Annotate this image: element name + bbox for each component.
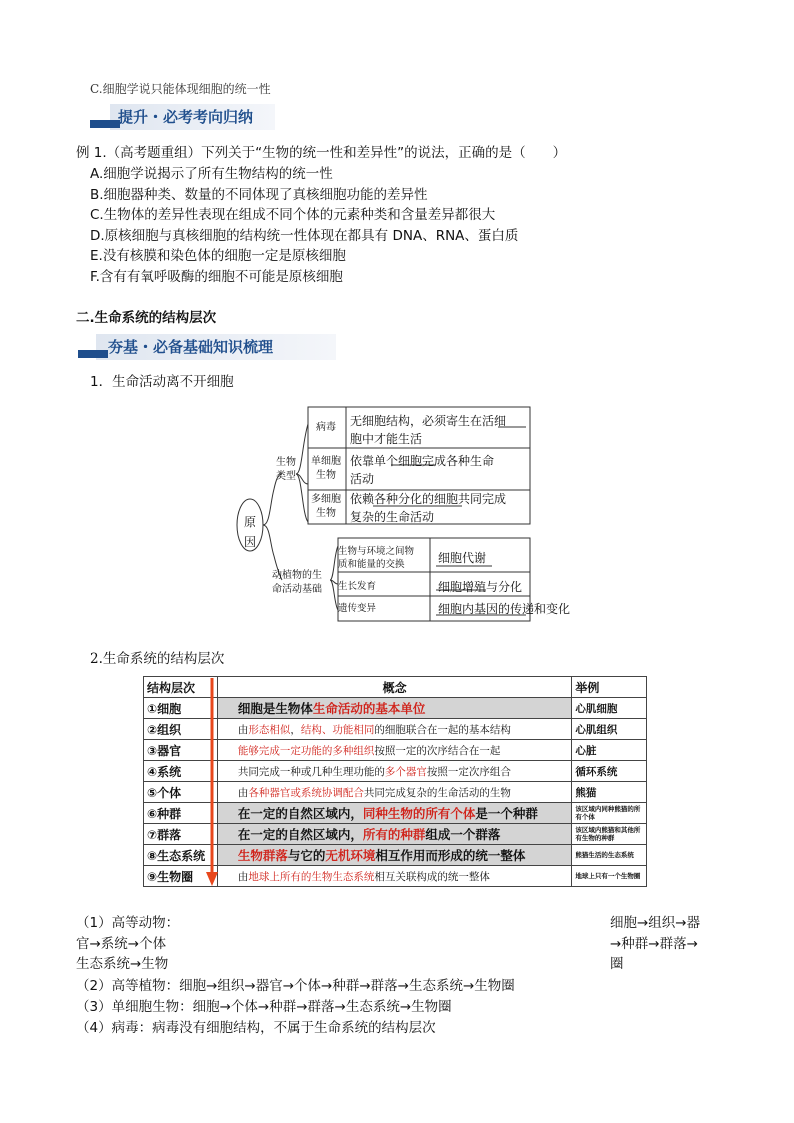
row-level: ⑧生态系统 [144, 845, 218, 866]
row-level: ⑦群落 [144, 824, 218, 845]
note-1-chain-d: 生态系统→生物 [76, 956, 169, 972]
type-desc-line: 依赖各种分化的细胞共同完成 [350, 492, 507, 506]
concept-fragment: 同种生物的所有个体 [362, 806, 476, 821]
concept-fragment: 生物群落 [237, 848, 288, 863]
note-4: （4）病毒：病毒没有细胞结构，不属于生命系统的结构层次 [76, 1020, 436, 1036]
concept-fragment: ， [290, 723, 301, 736]
concept-fragment: 按照一定次序组合 [426, 765, 511, 778]
concept-fragment: 生态系统 [332, 870, 375, 883]
section-banner-review [90, 106, 275, 130]
note-2: （2）高等植物：细胞→组织→器官→个体→种群→群落→生态系统→生物圈 [76, 978, 515, 994]
example-option: A.细胞学说揭示了所有生物结构的统一性 [90, 166, 333, 182]
example-option: D.原核细胞与真核细胞的结构统一性体现在都具有 DNA、RNA、蛋白质 [90, 227, 519, 244]
concept-fragment: 按照一定的次序结合在一起 [374, 744, 501, 757]
type-name [308, 493, 344, 521]
concept-fragment: 形态相似 [248, 723, 291, 736]
example-option: E.没有核膜和染色体的细胞一定是原核细胞 [90, 248, 346, 264]
type-name-line: 生物 [316, 470, 336, 481]
row-example: 熊猫 [572, 782, 647, 803]
point-1: 1．生命活动离不开细胞 [90, 374, 234, 390]
concept-fragment: 所有的种群 [362, 827, 426, 842]
row-level: ⑨生物圈 [144, 866, 218, 887]
note-1-label: （1）高等动物： [76, 915, 180, 931]
point-2: 2.生命系统的结构层次 [90, 651, 225, 667]
type-desc-line: 复杂的生命活动 [350, 510, 435, 524]
row-example: 地球上只有一个生物圈 [572, 866, 647, 887]
concept-fragment: 各种器官或系统协调配合 [248, 786, 364, 799]
table-header: 结构层次 [144, 677, 218, 698]
row-concept [217, 845, 572, 866]
type-name-line: 生物 [316, 508, 336, 519]
concept-fragment: 由 [237, 723, 249, 736]
row-concept [217, 824, 572, 845]
concept-fragment: 相互作用而形成的统一整体 [375, 848, 526, 863]
concept-fragment: 细胞是生物体 [237, 701, 313, 716]
type-desc-line: 依靠单个细胞完成各种生命 [350, 454, 495, 468]
row-level: ④系统 [144, 761, 218, 782]
concept-fragment: 相互关联构成的统一整体 [374, 870, 490, 883]
note-1-chain-b: 官→系统→个体 [76, 936, 167, 952]
note-1-chain-e: 圈 [610, 956, 624, 972]
row-example: 该区域内熊猫和其他所有生物的种群 [572, 824, 647, 845]
banner-review-text: 提升・必考考向归纳 [118, 108, 254, 126]
concept-fragment: 多个器官 [384, 765, 427, 778]
example-option: C.生物体的差异性表现在组成不同个体的元素种类和含量差异都很大 [90, 207, 496, 223]
example-question: 例 1.（高考题重组）下列关于“生物的统一性和差异性”的说法，正确的是（ ） [76, 145, 567, 161]
row-concept [217, 719, 572, 740]
row-concept [217, 740, 572, 761]
concept-fragment: 是一个种群 [475, 806, 538, 821]
type-name [308, 455, 344, 483]
concept-fragment: 无机环境 [325, 848, 376, 863]
concept-fragment: 在一定的自然区域内， [237, 827, 363, 842]
table-header: 概念 [217, 677, 572, 698]
diagram-root-label [244, 512, 256, 552]
row-level: ⑤个体 [144, 782, 218, 803]
row-example: 心脏 [572, 740, 647, 761]
branch-types-line1: 生物 [276, 457, 296, 468]
row-level: ①细胞 [144, 698, 218, 719]
branch-basis-line2: 命活动基础 [272, 584, 322, 595]
concept-fragment: 共同完成一种或几种生理功能的 [237, 765, 385, 778]
row-example: 心肌组织 [572, 719, 647, 740]
row-concept [217, 782, 572, 803]
concept-fragment: 生命活动的基本单位 [312, 701, 426, 716]
row-example: 熊猫生活的生态系统 [572, 845, 647, 866]
diagram-branch-basis [272, 569, 322, 597]
type-desc-line: 活动 [350, 472, 375, 486]
concept-fragment: 能够完成一定功能的多种组织 [237, 744, 375, 757]
base-name-line: 生长发育 [338, 581, 377, 592]
base-name-line: 生物与环境之间物 [338, 546, 415, 557]
row-level: ③器官 [144, 740, 218, 761]
branch-types-line2: 类型 [276, 471, 296, 482]
row-level: ②组织 [144, 719, 218, 740]
concept-fragment: 由 [237, 786, 249, 799]
section-banner-basics [78, 336, 336, 360]
base-name-line: 质和能量的交换 [338, 559, 405, 570]
branch-basis-line1: 动植物的生 [272, 570, 322, 581]
row-concept [217, 698, 572, 719]
note-1-chain-a: 细胞→组织→器 [610, 915, 701, 931]
example-option: F.含有有氧呼吸酶的细胞不可能是原核细胞 [90, 268, 343, 285]
concept-fragment: 由 [237, 870, 249, 883]
row-concept [217, 803, 572, 824]
root-char-1: 原 [244, 515, 257, 529]
row-example: 该区域内同种熊猫的所有个体 [572, 803, 647, 824]
top-option-c: C.细胞学说只能体现细胞的统一性 [90, 82, 271, 96]
type-name-line: 多细胞 [311, 494, 341, 505]
example-option: B.细胞器种类、数量的不同体现了真核细胞功能的差异性 [90, 186, 428, 203]
type-desc-line: 无细胞结构，必须寄生在活细 [350, 414, 507, 428]
concept-fragment: 的细胞联合在一起的基本结构 [374, 723, 511, 736]
base-desc: 细胞代谢 [438, 551, 487, 565]
row-concept [217, 866, 572, 887]
concept-fragment: 地球上所有的生物 [248, 870, 333, 883]
note-1-chain-c: →种群→群落→ [610, 936, 698, 952]
type-name [308, 421, 344, 435]
base-desc: 细胞内基因的传递和变化 [438, 602, 571, 616]
concept-fragment: 共同完成复杂的生命活动的生物 [363, 786, 511, 799]
base-desc: 细胞增殖与分化 [438, 580, 523, 594]
banner-basics-text: 夯基・必备基础知识梳理 [108, 338, 274, 356]
concept-fragment: 与它的 [287, 848, 326, 863]
row-concept [217, 761, 572, 782]
concept-fragment: 结构、功能相同 [300, 723, 375, 736]
diagram-branch-types [276, 456, 296, 484]
concept-fragment: 组成一个群落 [425, 827, 501, 842]
table-header: 举例 [572, 677, 647, 698]
root-char-2: 因 [244, 535, 257, 549]
order-arrow [204, 676, 222, 890]
type-desc-line: 胞中才能生活 [350, 432, 423, 446]
section-title: 二.生命系统的结构层次 [76, 310, 217, 326]
type-name-line: 单细胞 [311, 456, 341, 467]
row-example: 心肌细胞 [572, 698, 647, 719]
row-example: 循环系统 [572, 761, 647, 782]
concept-fragment: 在一定的自然区域内， [237, 806, 363, 821]
row-level: ⑥种群 [144, 803, 218, 824]
type-name-line: 病毒 [316, 422, 336, 433]
note-3: （3）单细胞生物：细胞→个体→种群→群落→生态系统→生物圈 [76, 999, 452, 1015]
base-name-line: 遗传变异 [338, 603, 377, 614]
